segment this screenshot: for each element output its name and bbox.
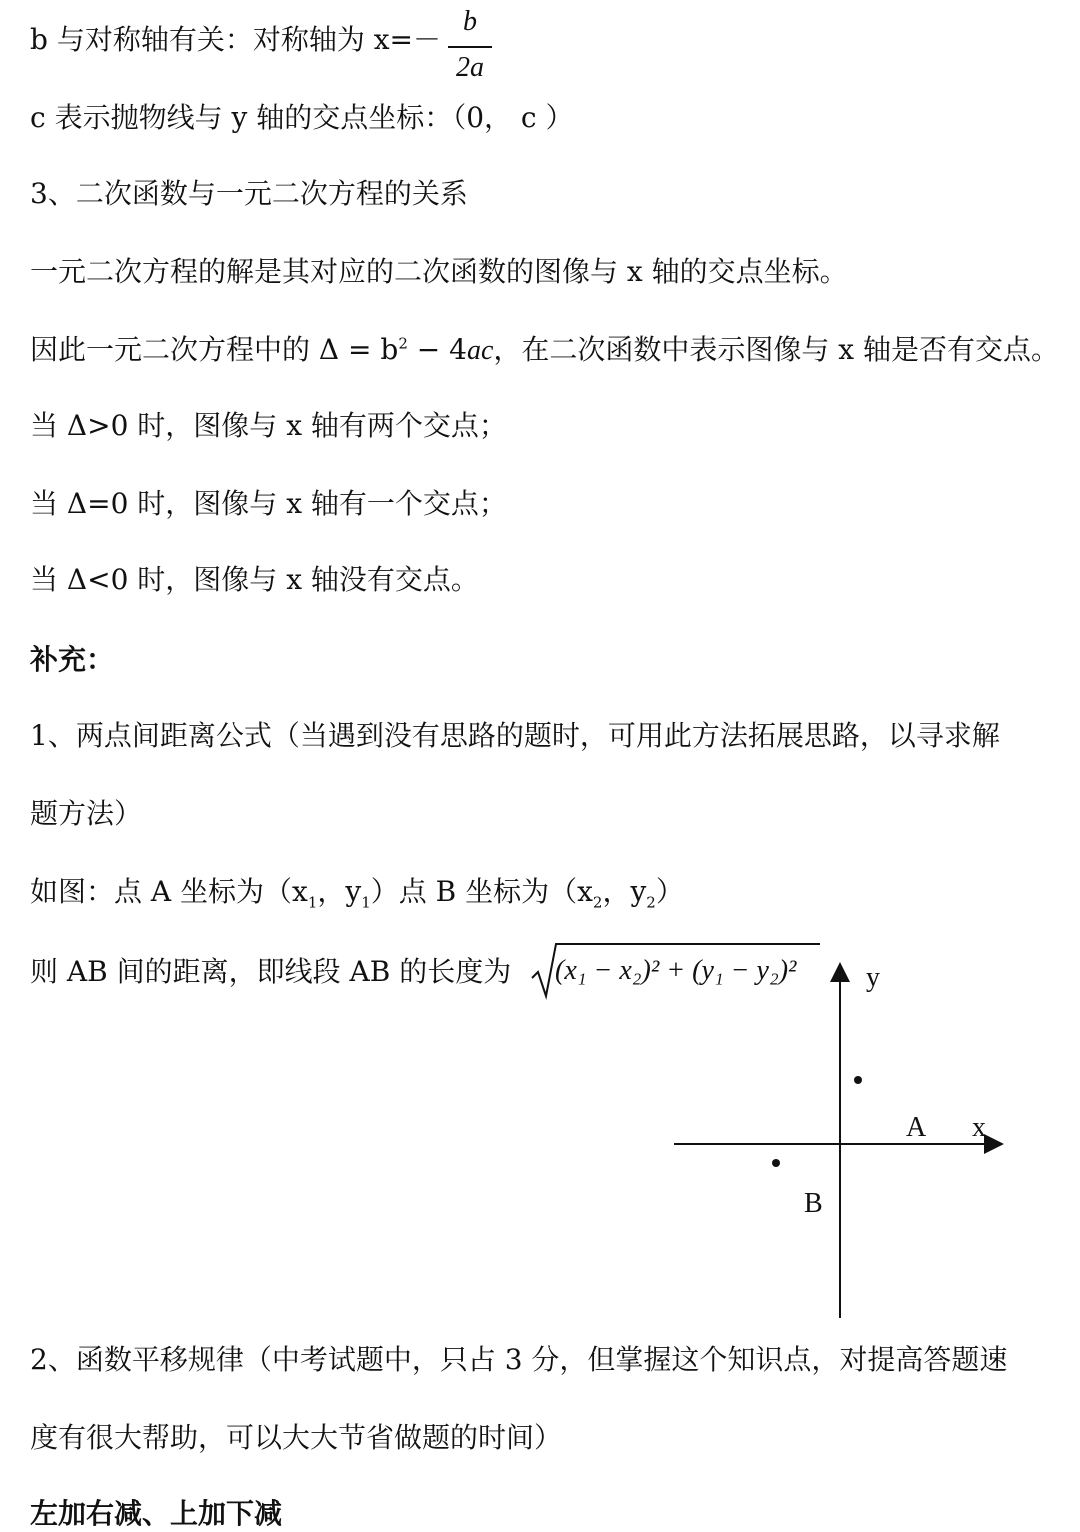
- discriminant-pre: 因此一元二次方程中的 Δ = b: [30, 333, 399, 366]
- coord-text-4: ，y: [602, 875, 647, 908]
- text-line-symmetry-axis: [30, 23, 441, 56]
- fraction-bar: [448, 46, 492, 48]
- text-line-point-coordinates: [30, 875, 684, 912]
- point-a-label: A: [906, 1112, 927, 1143]
- text-line-translation-title: 2、函数平移规律（中考试题中，只占 3 分，但掌握这个知识点，对提高答题速: [30, 1343, 1008, 1376]
- fraction-numerator: b: [463, 6, 477, 37]
- coord-sub-1: 1: [307, 893, 318, 912]
- text-line-distance: [30, 955, 512, 988]
- supplement-heading: 补充：: [30, 643, 115, 676]
- text-line-delta-positive: 当 Δ>0 时，图像与 x 轴有两个交点；: [30, 409, 507, 442]
- coord-text-3: ）点 B 坐标为（x: [370, 875, 593, 908]
- coord-sub-4: 2: [646, 893, 656, 912]
- distance-formula: [555, 955, 796, 987]
- coord-sub-3: 2: [592, 893, 603, 912]
- y-axis-label: y: [866, 962, 880, 993]
- x-axis-label: x: [972, 1112, 986, 1143]
- point-b-dot: [772, 1159, 780, 1167]
- coord-text-5: ）: [655, 875, 684, 908]
- discriminant-post: ，在二次函数中表示图像与 x 轴是否有交点。: [493, 333, 1059, 366]
- discriminant-exponent: 2: [398, 334, 408, 353]
- distance-text: 则 AB 间的距离，即线段 AB 的长度为: [30, 955, 512, 988]
- fraction-denominator: 2a: [456, 52, 484, 83]
- text-line-delta-negative: 当 Δ<0 时，图像与 x 轴没有交点。: [30, 563, 479, 596]
- coord-sub-2: 1: [361, 893, 371, 912]
- text-line-discriminant: [30, 333, 1059, 366]
- coord-text-1: 如图：点 A 坐标为（x: [30, 875, 308, 908]
- translation-rule-heading: 左加右减、上加下减: [30, 1497, 283, 1530]
- section-heading-relation: 3、二次函数与一元二次方程的关系: [30, 177, 468, 210]
- coord-text-2: ，y: [317, 875, 362, 908]
- point-a-dot: [854, 1076, 862, 1084]
- distance-formula-expression: (x₁ − x₂)² + (y₁ − y₂)²: [555, 955, 797, 986]
- text-line-y-intercept: c 表示抛物线与 y 轴的交点坐标：（0， c ）: [30, 101, 574, 134]
- text-line-distance-formula-title: 1、两点间距离公式（当遇到没有思路的题时，可用此方法拓展思路，以寻求解: [30, 719, 1000, 752]
- point-b-label: B: [804, 1188, 823, 1219]
- text-line-delta-zero: 当 Δ=0 时，图像与 x 轴有一个交点；: [30, 487, 507, 520]
- text-line-translation-title-cont: 度有很大帮助，可以大大节省做题的时间）: [30, 1421, 563, 1454]
- text-line-distance-formula-title-cont: 题方法）: [30, 797, 143, 830]
- discriminant-ac: ac: [466, 335, 494, 366]
- text-line-roots: 一元二次方程的解是其对应的二次函数的图像与 x 轴的交点坐标。: [30, 255, 848, 288]
- symmetry-axis-text: b 与对称轴有关：对称轴为 x=－: [30, 23, 441, 56]
- discriminant-mid: − 4: [407, 333, 467, 366]
